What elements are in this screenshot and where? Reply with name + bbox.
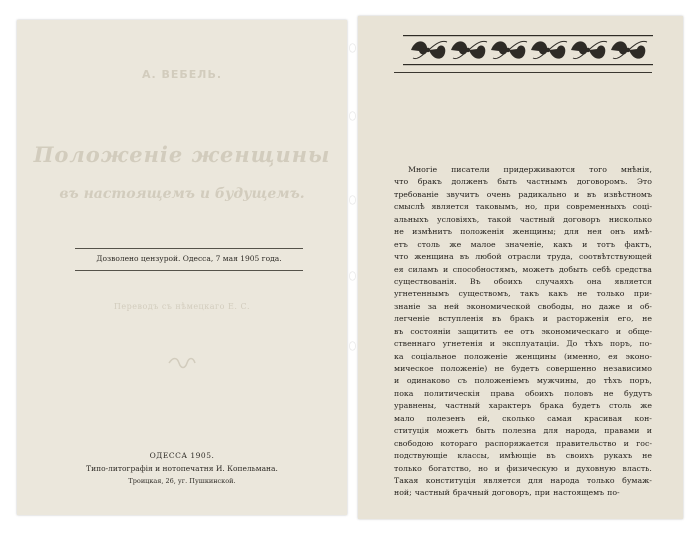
binding-hole <box>350 112 355 120</box>
text-line: ка соціальное положеніе женщины (именно, ея эконо- <box>394 351 652 361</box>
binding-hole <box>350 44 355 52</box>
text-line: мало полезенъ ей, сколько самая красивая кон- <box>394 413 652 423</box>
text-line: Многіе писатели придерживаются того мнѣнія, <box>408 165 652 174</box>
floral-headpiece-ornament-icon <box>403 33 653 67</box>
right-page <box>358 16 683 519</box>
text-line: только богатство, но и физическую и духовную власть. <box>394 463 652 473</box>
body-text <box>394 164 652 500</box>
text-line: угнетеннымъ существомъ, такъ какъ не только при- <box>394 289 652 299</box>
text-line: уравнены, частный характеръ брака будетъ столь же <box>394 401 652 411</box>
text-line: знаніе за ней экономической свободы, но даже и об- <box>394 301 652 311</box>
translation-show-through: Переводъ съ нѣмецкаго Е. С. <box>113 302 251 311</box>
imprint-city-year: ОДЕССА 1905. <box>149 451 215 460</box>
left-page <box>17 20 347 515</box>
text-line: ственнаго угнетенія и эксплуатаціи. До тѣхъ поръ, по- <box>394 339 652 349</box>
author-name-show-through: А. ВЕБЕЛЬ. <box>141 68 223 81</box>
text-line: что бракъ долженъ быть частнымъ договоромъ. Это <box>394 177 652 187</box>
title-show-through: Положеніе женщины <box>33 142 331 167</box>
text-line: существованія. Въ обоихъ случаяхъ она является <box>394 276 652 286</box>
text-line: ея силамъ и способностямъ, можетъ добыть себѣ средства <box>394 264 652 274</box>
binding-hole <box>350 272 355 280</box>
text-line: ституція можетъ быть полезна для народа, правами и <box>394 426 652 436</box>
text-line: и одинаково съ положеніемъ мужчины, до тѣхъ поръ, <box>394 376 652 386</box>
text-line: подствующіе классы, имѣющіе въ своихъ рукахъ не <box>394 451 652 461</box>
text-line: свободою котораго распоряжается правительство и гос- <box>394 438 652 448</box>
text-line: требованіе звучитъ очень радикально и въ извѣстномъ <box>394 189 652 199</box>
ghost-ornament-icon <box>167 356 197 370</box>
text-line: не измѣнитъ положенія женщины; для нея онъ имѣ- <box>394 227 652 237</box>
text-line: что женщина въ любой отрасли труда, соотвѣтствующей <box>394 252 652 262</box>
text-line: пока политическія права обоихъ половъ не будутъ <box>394 388 652 398</box>
headpiece-rule <box>394 72 652 73</box>
text-line: въ состояніи защитить ее отъ экономическаго и обще- <box>394 326 652 336</box>
censor-note: Дозволено цензурой. Одесса, 7 мая 1905 года. <box>96 254 282 263</box>
imprint-printer: Типо-литографія и нотопечатня И. Копельмана. <box>86 464 278 473</box>
text-line: легченіе вступленія въ бракъ и расторженія его, не <box>394 314 652 324</box>
binding-hole <box>350 342 355 350</box>
subtitle-show-through: въ настоящемъ и будущемъ. <box>59 186 305 202</box>
text-line: етъ столь же малое значеніе, какъ и тотъ фактъ, <box>394 239 652 249</box>
imprint-address: Троицкая, 26, уг. Пушкинской. <box>128 477 236 485</box>
text-line: альныхъ условіяхъ, такой частный договоръ нисколько <box>394 214 652 224</box>
censor-rule-bottom <box>75 270 303 271</box>
text-line: ной; частный брачный договоръ, при настоящемъ по- <box>394 488 620 498</box>
text-line: Такая конституція является для народа только бумаж- <box>394 475 652 485</box>
text-line: мическое положеніе) не будетъ совершенно независимо <box>394 364 652 373</box>
censor-rule-top <box>75 248 303 249</box>
text-line: смыслѣ является таковымъ, но, при современныхъ соці- <box>394 202 652 212</box>
binding-hole <box>350 196 355 204</box>
